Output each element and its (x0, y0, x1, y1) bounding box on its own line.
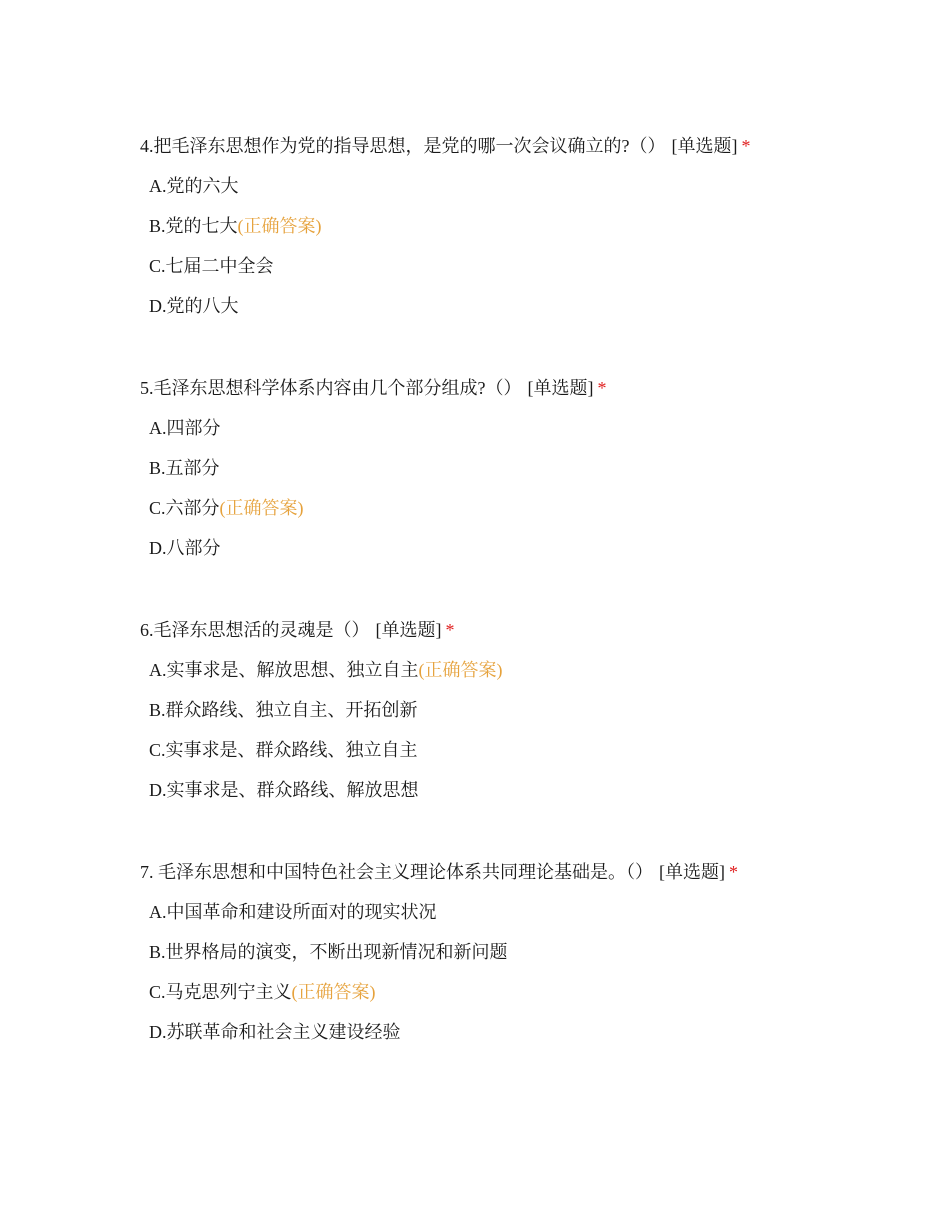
option-text: B.党的七大 (149, 216, 238, 236)
option-list (140, 657, 920, 817)
question-5 (140, 375, 920, 575)
option-b (149, 697, 920, 737)
option-text: A.四部分 (149, 418, 221, 438)
question-title (140, 859, 920, 885)
option-text: C.实事求是、群众路线、独立自主 (149, 740, 418, 760)
question-type: [单选题] (659, 862, 725, 882)
option-c (149, 253, 920, 293)
correct-answer-label: (正确答案) (291, 982, 376, 1002)
question-6 (140, 617, 920, 817)
option-list (140, 415, 920, 575)
option-text: A.党的六大 (149, 176, 239, 196)
question-7 (140, 859, 920, 1059)
option-text: B.群众路线、独立自主、开拓创新 (149, 700, 418, 720)
option-text: D.八部分 (149, 538, 221, 558)
required-mark: * (445, 620, 455, 640)
question-title (140, 133, 920, 159)
option-text: D.实事求是、群众路线、解放思想 (149, 780, 419, 800)
question-title (140, 375, 920, 401)
option-a (149, 415, 920, 455)
required-mark: * (729, 862, 738, 882)
option-c (149, 737, 920, 777)
correct-answer-label: (正确答案) (418, 660, 503, 680)
option-d (149, 535, 920, 575)
question-text: 7. 毛泽东思想和中国特色社会主义理论体系共同理论基础是。（） (140, 862, 653, 882)
option-d (149, 777, 920, 817)
option-text: A.实事求是、解放思想、独立自主 (149, 660, 419, 680)
option-a (149, 173, 920, 213)
required-mark: * (741, 136, 751, 156)
option-text: B.五部分 (149, 458, 220, 478)
option-b (149, 213, 920, 253)
option-c (149, 495, 920, 535)
option-d (149, 293, 920, 333)
option-text: D.党的八大 (149, 296, 239, 316)
option-text: B.世界格局的演变，不断出现新情况和新问题 (149, 942, 508, 962)
option-text: C.六部分 (149, 498, 220, 518)
option-c (149, 979, 920, 1019)
option-text: D.苏联革命和社会主义建设经验 (149, 1022, 401, 1042)
question-text: 6.毛泽东思想活的灵魂是（） (140, 620, 370, 640)
question-type: [单选题] (375, 620, 442, 640)
option-list (140, 173, 920, 333)
correct-answer-label: (正确答案) (237, 216, 322, 236)
option-a (149, 899, 920, 939)
question-title (140, 617, 920, 643)
option-text: A.中国革命和建设所面对的现实状况 (149, 902, 437, 922)
correct-answer-label: (正确答案) (219, 498, 304, 518)
option-list (140, 899, 920, 1059)
option-text: C.七届二中全会 (149, 256, 274, 276)
required-mark: * (597, 378, 607, 398)
question-type: [单选题] (671, 136, 738, 156)
option-d (149, 1019, 920, 1059)
question-text: 5.毛泽东思想科学体系内容由几个部分组成?（） (140, 378, 522, 398)
option-a (149, 657, 920, 697)
option-b (149, 455, 920, 495)
question-4 (140, 133, 920, 333)
question-text: 4.把毛泽东思想作为党的指导思想，是党的哪一次会议确立的?（） (140, 136, 666, 156)
question-type: [单选题] (527, 378, 594, 398)
option-text: C.马克思列宁主义 (149, 982, 292, 1002)
option-b (149, 939, 920, 979)
